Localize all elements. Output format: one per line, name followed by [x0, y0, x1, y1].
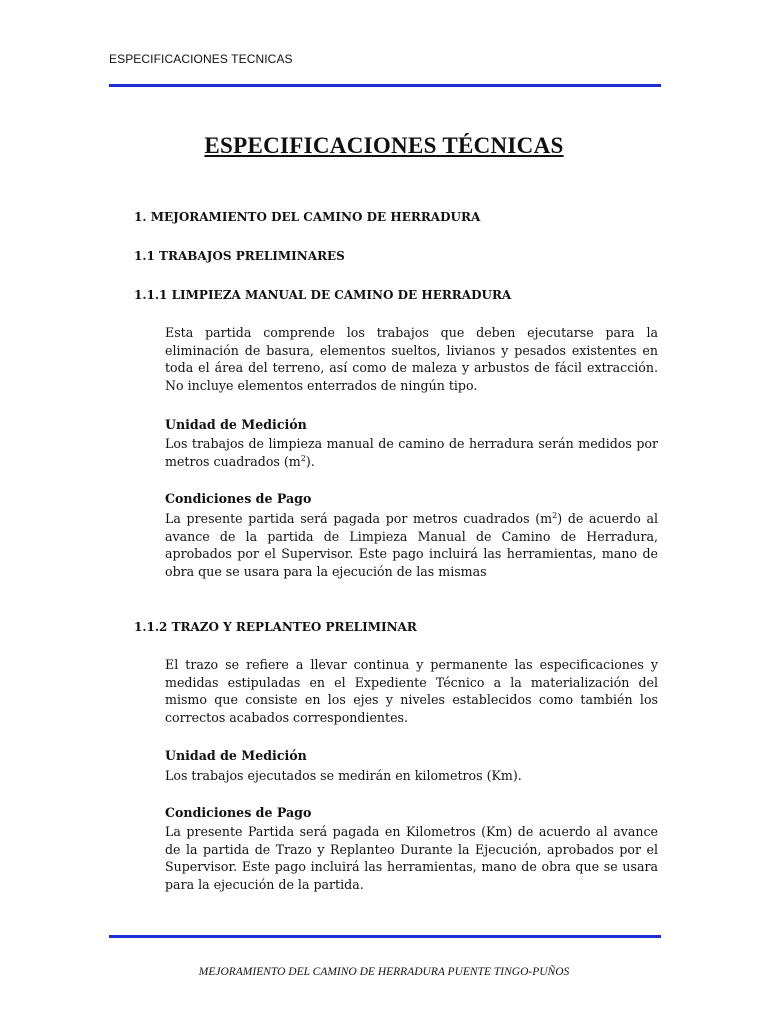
item-1-1-2-pay-text: La presente Partida será pagada en Kilometros (Km) de acuerdo al avance de la partida de Trazo y Replanteo Durante la Ejecución, aprobados por el Supervisor. Este pago incluirá las herramientas, mano de obra que se usara para la ejecución de la partida.: [165, 824, 658, 892]
document-title: ESPECIFICACIONES TÉCNICAS: [204, 133, 564, 158]
section-heading-1: 1. MEJORAMIENTO DEL CAMINO DE HERRADURA: [134, 210, 481, 224]
item-1-1-1-pay-text: La presente partida será pagada por metros cuadrados $(m^2)$ de acuerdo al avance de la partida de Limpieza Manual de Camino de Herradura, aprobados por el Supervisor. Este pago incluirá las herramientas, mano de obra que se usara para la ejecución de las mismas: [165, 510, 659, 579]
item-heading-1-1-2: 1.1.2 TRAZO Y REPLANTEO PRELIMINAR: [134, 620, 417, 634]
header-divider: [109, 84, 661, 87]
item-1-1-1-unit-text: Los trabajos de limpieza manual de camino de herradura serán medidos por metros cuadrados $(m^2)$.: [165, 436, 658, 469]
item-1-1-2-unit-heading: Unidad de Medición: [165, 748, 307, 763]
item-1-1-2-unit-text: Los trabajos ejecutados se medirán en kilometros (Km).: [165, 768, 522, 783]
item-1-1-1-pay-heading: Condiciones de Pago: [165, 491, 312, 506]
footer-divider: [109, 935, 661, 938]
page-header: ESPECIFICACIONES TECNICAS: [109, 52, 293, 66]
section-heading-1-1: 1.1 TRABAJOS PRELIMINARES: [134, 249, 345, 263]
item-1-1-1-description: Esta partida comprende los trabajos que deben ejecutarse para la eliminación de basura, elementos sueltos, livianos y pesados existentes en toda el área del terreno, así como de maleza y arbustos de fácil extracción. No incluye elementos enterrados de ningún tipo.: [165, 325, 658, 393]
item-1-1-2-description: El trazo se refiere a llevar continua y permanente las especificaciones y medidas estipuladas en el Expediente Técnico a la materialización del mismo que consiste en los ejes y niveles establecidos como también los correctos acabados correspondientes.: [165, 657, 658, 725]
item-1-1-2-pay-heading: Condiciones de Pago: [165, 805, 312, 820]
item-heading-1-1-1: 1.1.1 LIMPIEZA MANUAL DE CAMINO DE HERRADURA: [134, 288, 512, 302]
item-1-1-1-unit-heading: Unidad de Medición: [165, 417, 307, 432]
page-footer: MEJORAMIENTO DEL CAMINO DE HERRADURA PUENTE TINGO-PUÑOS: [198, 966, 570, 978]
